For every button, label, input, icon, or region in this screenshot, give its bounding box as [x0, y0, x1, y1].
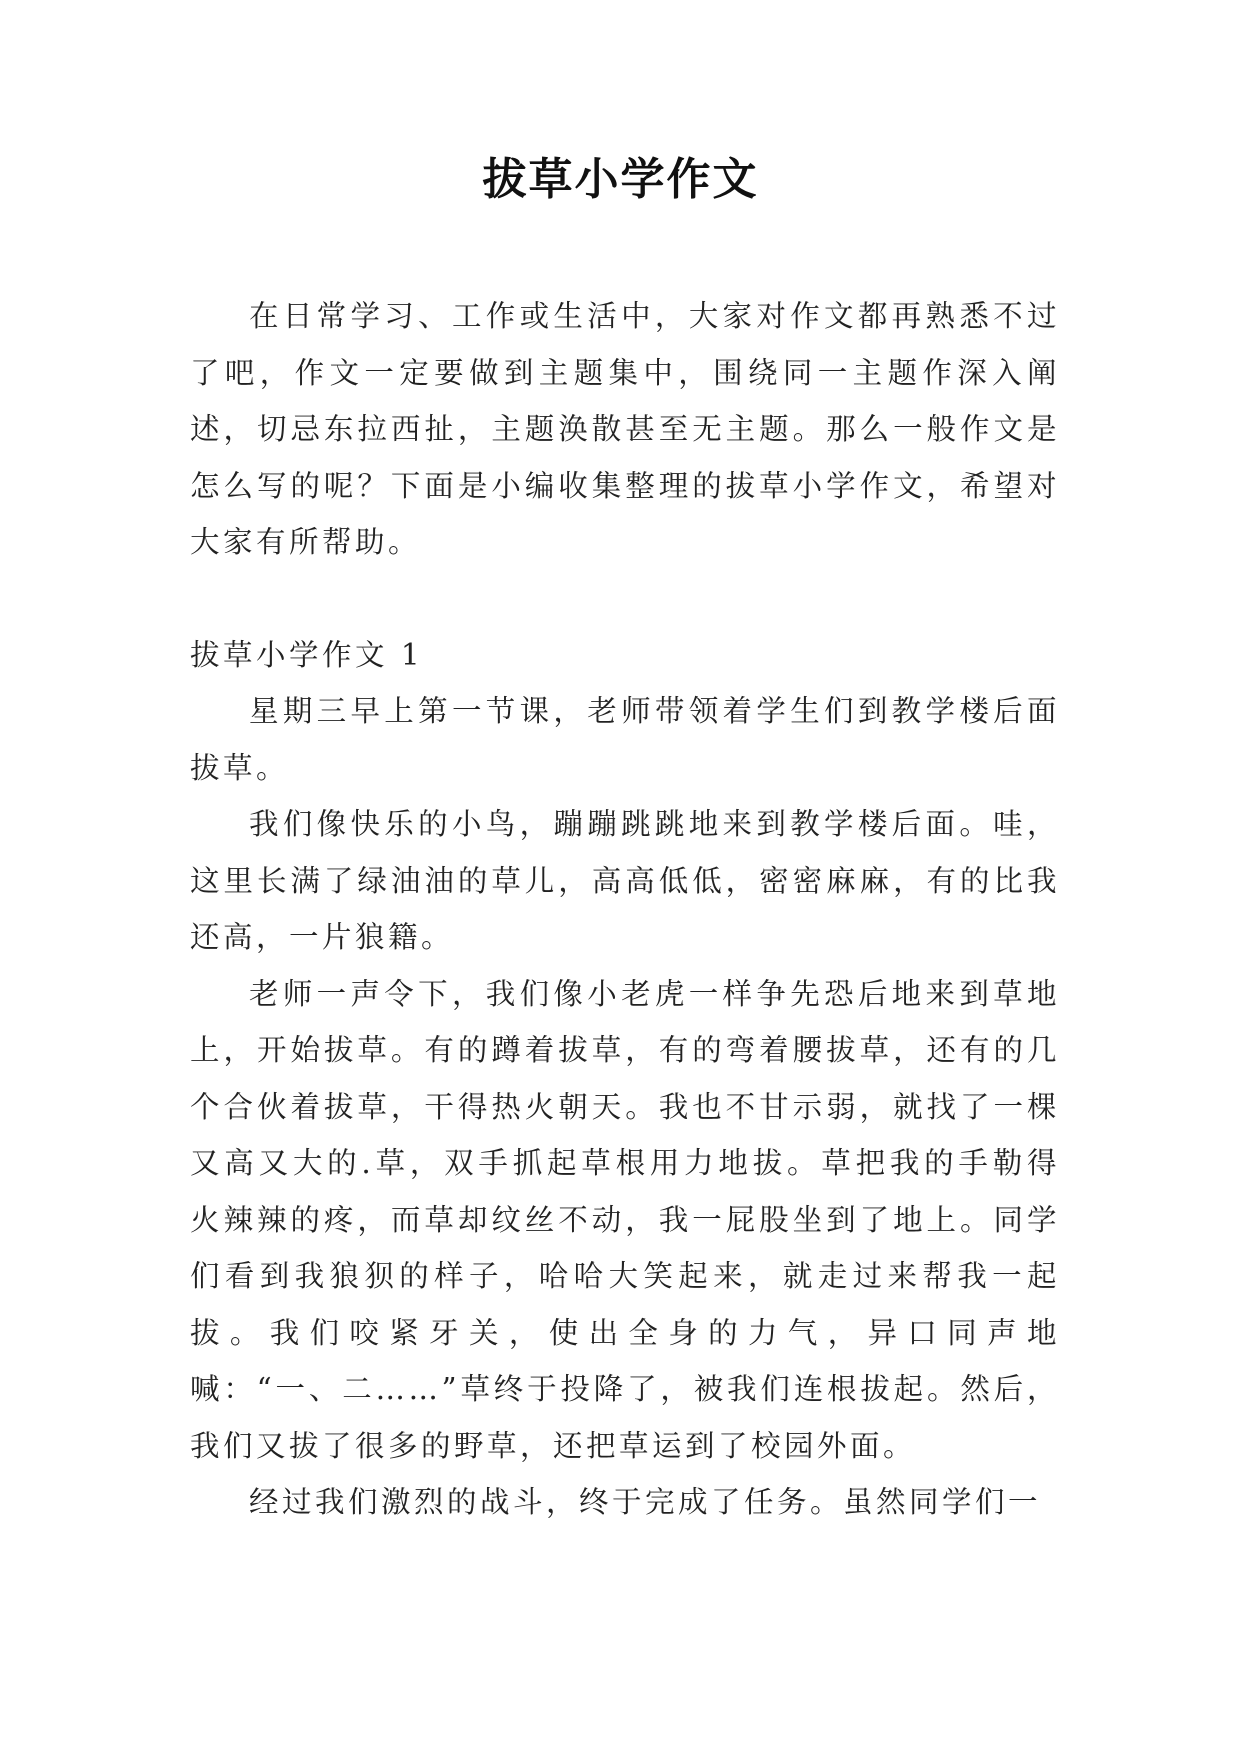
section-heading: 拔草小学作文 1 [190, 637, 424, 672]
body-paragraph: 经过我们激烈的战斗，终于完成了任务。虽然同学们一 [249, 1485, 1042, 1519]
intro-paragraph: 在日常学习、工作或生活中，大家对作文都再熟悉不过了吧，作文一定要做到主题集中，围绕同一主题作深入阐述，切忌东拉西扯，主题涣散甚至无主题。那么一般作文是怎么写的呢？下面是小编收集整理的拔草小学作文，希望对大家有所帮助。 [190, 299, 1060, 559]
document-body [190, 288, 1060, 1531]
body-paragraph: 星期三早上第一节课，老师带领着学生们到教学楼后面拔草。 [190, 694, 1060, 785]
document-title: 拔草小学作文 [482, 154, 759, 205]
body-paragraph: 老师一声令下，我们像小老虎一样争先恐后地来到草地上，开始拔草。有的蹲着拔草，有的弯着腰拔草，还有的几个合伙着拔草，干得热火朝天。我也不甘示弱，就找了一棵又高又大的.草，双手抓起草根用力地拔。草把我的手勒得火辣辣的疼，而草却纹丝不动，我一屁股坐到了地上。同学们看到我狼狈的样子，哈哈大笑起来，就走过来帮我一起拔。我们咬紧牙关，使出全身的力气，异口同声地喊：“一、二……”草终于投降了，被我们连根拔起。然后，我们又拔了很多的野草，还把草运到了校园外面。 [190, 976, 1060, 1463]
body-paragraph: 我们像快乐的小鸟，蹦蹦跳跳地来到教学楼后面。哇，这里长满了绿油油的草儿，高高低低，密密麻麻，有的比我还高，一片狼籍。 [190, 807, 1060, 954]
